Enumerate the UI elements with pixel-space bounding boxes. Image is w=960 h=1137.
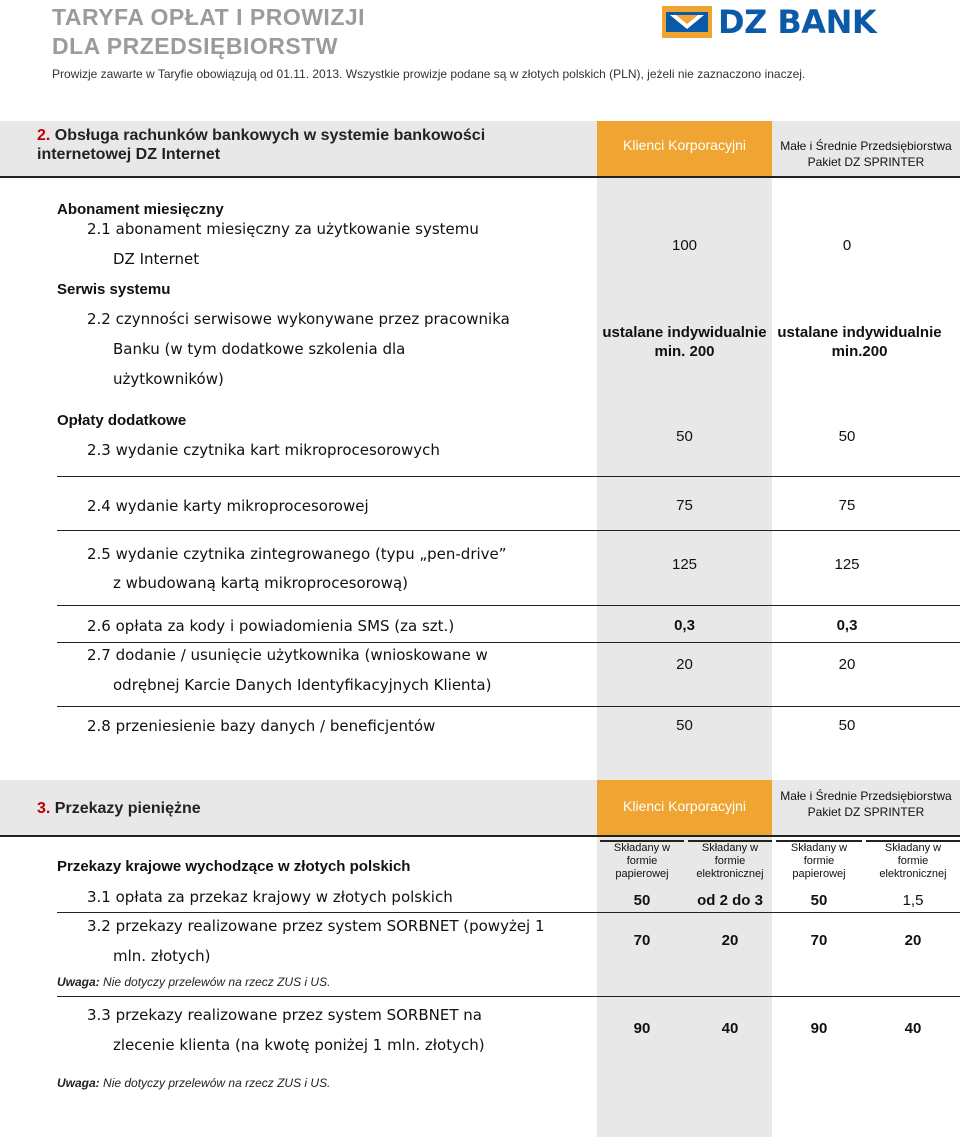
value-3-3-col2: 40	[721, 1020, 739, 1037]
row-3-1: 3.1 opłata za przekaz krajowy w złotych polskich	[87, 888, 453, 906]
subheader-papierowej-1	[600, 842, 684, 881]
row-2-7-line1: 2.7 dodanie / usunięcie użytkownika (wnioskowane w	[87, 646, 488, 664]
subheader-2-line2: formie	[714, 855, 746, 867]
subheader-4-line1: Składany w	[884, 842, 942, 854]
section-3-title-text: Przekazy pieniężne	[54, 800, 201, 817]
page-title-line2: DLA PRZEDSIĘBIORSTW	[52, 33, 338, 59]
section-2-col-msp-line1: Małe i Średnie Przedsiębiorstwa	[780, 139, 952, 153]
section-2-title	[37, 126, 485, 164]
row-2-5-line1: 2.5 wydanie czytnika zintegrowanego (typu „pen-drive”	[87, 545, 507, 563]
subheader-2-line3: elektronicznej	[696, 868, 764, 880]
value-2-2-korporacyjni-line2: min. 200	[654, 343, 715, 360]
value-2-4-korporacyjni: 75	[676, 497, 693, 514]
row-3-2-line1: 3.2 przekazy realizowane przez system SORBNET (powyżej 1	[87, 917, 545, 935]
value-2-2-korporacyjni-line1: ustalane indywidualnie	[602, 324, 767, 341]
subheader-3-line1: Składany w	[790, 842, 848, 854]
page-subtitle: Prowizje zawarte w Taryfie obowiązują od 01.11. 2013. Wszystkie prowizje podane są w złotych polskich (PLN), jeżeli nie zaznaczono inaczej.	[52, 67, 806, 81]
row-2-1-line1: 2.1 abonament miesięczny za użytkowanie systemu	[87, 220, 479, 238]
section-2-title-line1: Obsługa rachunków bankowych w systemie bankowości	[54, 127, 486, 144]
subheader-4-line2: formie	[897, 855, 929, 867]
value-3-1-col4: 1,5	[902, 892, 924, 909]
value-2-2-msp-line1: ustalane indywidualnie	[777, 324, 942, 341]
value-3-2-col4: 20	[904, 932, 922, 949]
row-2-5-line2: z wbudowaną kartą mikroprocesorową)	[113, 574, 408, 592]
divider-3-2	[57, 996, 960, 997]
section-2-col-msp-line2: Pakiet DZ SPRINTER	[807, 155, 925, 169]
divider-2-6	[57, 642, 960, 643]
uwaga-1-label: Uwaga:	[57, 975, 100, 989]
value-3-3-col3: 90	[810, 1020, 828, 1037]
section-2-title-line2: internetowej DZ Internet	[37, 146, 221, 163]
section-3-header-band	[0, 780, 960, 835]
dz-bank-logo-mark-icon	[662, 6, 712, 38]
section-3-col-msp-line1: Małe i Średnie Przedsiębiorstwa	[780, 789, 952, 803]
value-3-2-col3: 70	[810, 932, 828, 949]
row-3-3-line2: zlecenie klienta (na kwotę poniżej 1 mln. złotych)	[113, 1036, 485, 1054]
subheader-1-line3: papierowej	[615, 868, 669, 880]
section-2-header-band	[0, 121, 960, 176]
divider-3-1	[57, 912, 960, 913]
subheader-1-line2: formie	[626, 855, 658, 867]
uwaga-note-1	[57, 975, 330, 989]
value-3-1-col3: 50	[810, 892, 828, 909]
page-title-line1: TARYFA OPŁAT I PROWIZJI	[52, 4, 366, 30]
row-2-4: 2.4 wydanie karty mikroprocesorowej	[87, 497, 369, 515]
dz-bank-logo-text: DZ BANK	[718, 3, 877, 41]
value-2-5-msp: 125	[834, 556, 860, 573]
uwaga-1-text: Nie dotyczy przelewów na rzecz ZUS i US.	[99, 975, 331, 989]
value-2-3-msp: 50	[838, 428, 856, 445]
subheader-elektronicznej-2	[866, 842, 960, 881]
value-2-1-korporacyjni: 100	[671, 237, 698, 254]
row-3-3-line1: 3.3 przekazy realizowane przez system SORBNET na	[87, 1006, 482, 1024]
subheader-elektronicznej-1	[688, 842, 772, 881]
divider-2-4	[57, 530, 960, 531]
section-2-number: 2.	[37, 127, 51, 144]
section-3-divider	[0, 835, 960, 837]
divider-2-5	[57, 605, 960, 606]
group-abonament: Abonament miesięczny	[57, 201, 224, 218]
value-3-1-col2: od 2 do 3	[697, 892, 763, 909]
value-3-2-col2: 20	[721, 932, 739, 949]
section-3-title	[37, 799, 201, 818]
group-krajowe: Przekazy krajowe wychodzące w złotych polskich	[57, 858, 411, 875]
value-2-8-korporacyjni: 50	[676, 717, 693, 734]
section-3-number: 3.	[37, 800, 51, 817]
value-2-2-msp-line2: min.200	[831, 343, 888, 360]
value-2-3-korporacyjni: 50	[676, 428, 693, 445]
subheader-3-line2: formie	[803, 855, 835, 867]
value-2-2-msp	[772, 323, 947, 361]
subheader-2-line1: Składany w	[701, 842, 759, 854]
uwaga-note-2	[57, 1076, 330, 1090]
value-2-6-msp: 0,3	[836, 617, 858, 634]
value-3-1-col1: 50	[633, 892, 651, 909]
value-2-7-msp: 20	[838, 656, 856, 673]
row-3-2-line2: mln. złotych)	[113, 947, 211, 965]
value-2-7-korporacyjni: 20	[676, 656, 693, 673]
section-2-col-msp	[772, 138, 960, 170]
uwaga-2-label: Uwaga:	[57, 1076, 100, 1090]
group-serwis: Serwis systemu	[57, 281, 171, 298]
uwaga-2-text: Nie dotyczy przelewów na rzecz ZUS i US.	[99, 1076, 331, 1090]
value-2-1-msp: 0	[842, 237, 852, 254]
divider-2-3	[57, 476, 960, 477]
section-3-col-korporacyjni: Klienci Korporacyjni	[623, 798, 746, 814]
subheader-1-line1: Składany w	[613, 842, 671, 854]
row-2-1	[87, 220, 479, 238]
row-2-6: 2.6 opłata za kody i powiadomienia SMS (za szt.)	[87, 617, 455, 635]
row-2-1-line2: DZ Internet	[113, 250, 200, 268]
value-3-2-col1: 70	[633, 932, 651, 949]
section-3-col-msp-line2: Pakiet DZ SPRINTER	[807, 805, 925, 819]
row-2-2-line1: 2.2 czynności serwisowe wykonywane przez pracownika	[87, 310, 510, 328]
value-2-8-msp: 50	[838, 717, 856, 734]
subheader-papierowej-2	[776, 842, 862, 881]
row-2-7-line2: odrębnej Karcie Danych Identyfikacyjnych Klienta)	[113, 676, 492, 694]
value-2-5-korporacyjni: 125	[671, 556, 698, 573]
subheader-3-line3: papierowej	[792, 868, 846, 880]
section-2-col-korporacyjni: Klienci Korporacyjni	[623, 137, 746, 153]
section-2-divider	[0, 176, 960, 178]
value-2-4-msp: 75	[838, 497, 856, 514]
subheader-4-line3: elektronicznej	[879, 868, 947, 880]
value-2-6-korporacyjni: 0,3	[674, 617, 695, 634]
value-3-3-col1: 90	[633, 1020, 651, 1037]
value-3-3-col4: 40	[904, 1020, 922, 1037]
row-2-3: 2.3 wydanie czytnika kart mikroprocesorowych	[87, 441, 440, 459]
row-2-8: 2.8 przeniesienie bazy danych / beneficjentów	[87, 717, 436, 735]
value-2-2-korporacyjni	[597, 323, 772, 361]
dz-bank-logo	[662, 4, 876, 40]
section-3-col-msp	[772, 788, 960, 820]
divider-2-7	[57, 706, 960, 707]
group-oplaty: Opłaty dodatkowe	[57, 412, 187, 429]
row-2-2-line2: Banku (w tym dodatkowe szkolenia dla	[113, 340, 406, 358]
row-2-2-line3: użytkowników)	[113, 370, 224, 388]
